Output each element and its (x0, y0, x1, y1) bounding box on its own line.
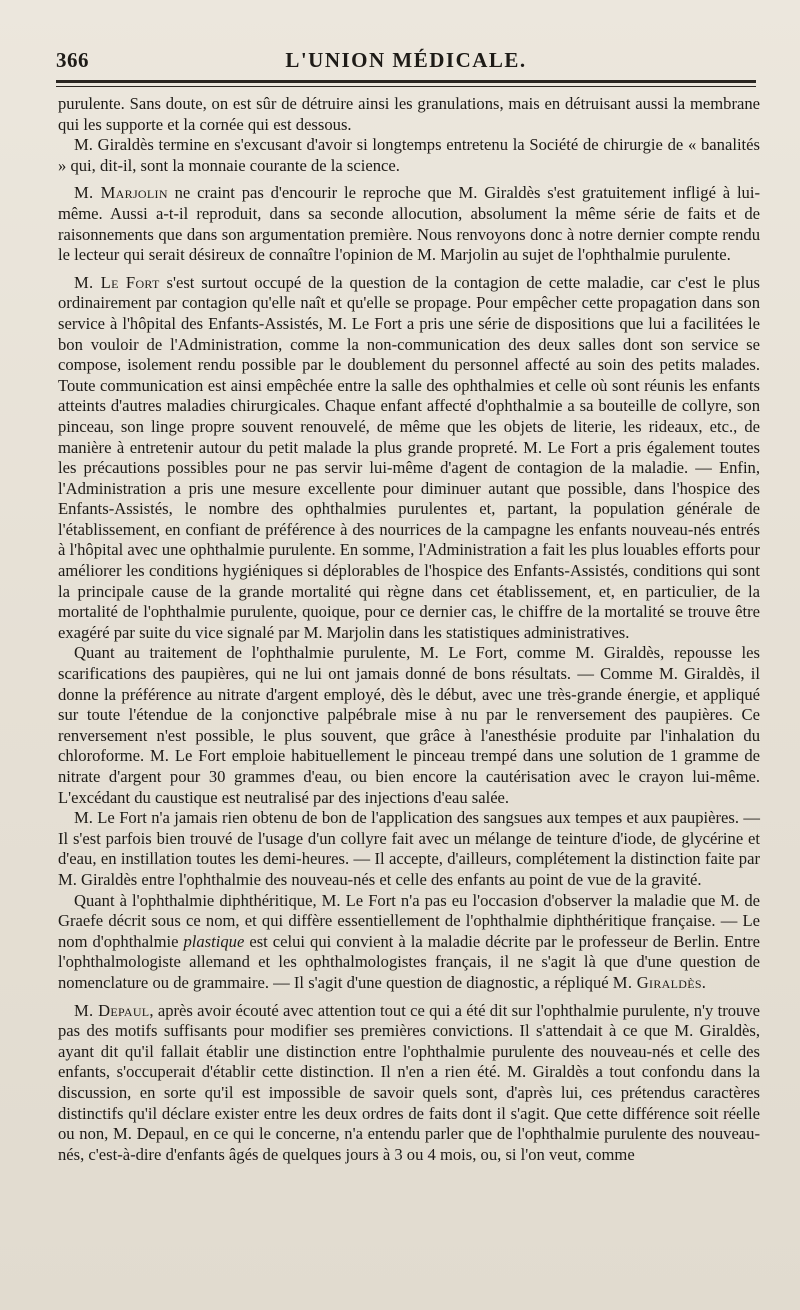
paragraph-text: , après avoir écouté avec attention tout ce qui a été dit sur l'ophthalmie purulente, n'y trouve pas des motifs suffisants pour modifier ses premières convictions. Il s'attendait à ce que M. Giraldès, ayant dit qu'il fallait établir une distinction entre l'ophthalmie purulente des nouveau-nés et celle des enfants, s'occuperait d'établir cette distinction. Il n'en a rien été. M. Giraldès a tout confondu dans la discussion, en sorte qu'il est impossible de savoir quels sont, d'après lui, ces prétendus caractères distinctifs qu'il déclare exister entre les deux ordres de faits dont il s'agit. Que cette différence soit réelle ou non, M. Depaul, en ce qui le concerne, n'a entendu parler que de l'ophthalmie purulente des nouveau-nés, c'est-à-dire d'enfants âgés de quelques jours à 3 ou 4 mois, ou, si l'on veut, comme (58, 1000, 760, 1164)
paragraph (58, 891, 760, 994)
paragraph-text: purulente. Sans doute, on est sûr de détruire ainsi les granulations, mais en détruisant aussi la membrane qui les supporte et la cornée qui est dessous. (58, 94, 760, 134)
paragraph-text: Quant à l'ophthalmie diphthéritique, M. Le Fort n'a pas eu l'occasion d'observer la maladie que M. de Graefe décrit sous ce nom, et qui diffère essentiellement de l'ophthalmie diphthéritique française. — Le nom d'ophthalmie (58, 890, 760, 951)
paragraph-text: Quant au traitement de l'ophthalmie purulente, M. Le Fort, comme M. Giraldès, repousse les scarifications des paupières, qui ne lui ont jamais donné de bons résultats. — Comme M. Giraldès, il donne la préférence au nitrate d'argent employé, dès le début, avec une très-grande énergie, et appliqué sur toute l'étendue de la conjonctive palpébrale mise à nu par le renversement des paupières. Ce renversement n'est possible, le plus souvent, que grâce à l'anesthésie produite par l'inhalation du chloroforme. M. Le Fort emploie habituellement le pinceau trempé dans une solution de 1 gramme de nitrate d'argent pour 30 grammes d'eau, ou bien encore la cautérisation avec le crayon lui-même. L'excédant du caustique est neutralisé par des injections d'eau salée. (58, 643, 760, 807)
paragraph-text: M. Le Fort n'a jamais rien obtenu de bon de l'application des sangsues aux tempes et aux paupières. — Il s'est parfois bien trouvé de l'usage d'un collyre fait avec un mélange de teinture d'iode, de glycérine et d'eau, en instillation toutes les demi-heures. — Il accepte, d'ailleurs, complétement la distinction faite par M. Giraldès entre l'ophthalmie des nouveau-nés et celle des enfants au point de vue de la gravité. (58, 808, 760, 889)
speaker-name: M. Le Fort (74, 272, 160, 292)
header-rule-thin (56, 86, 756, 87)
paragraph (58, 183, 760, 265)
header-rule-thick (56, 80, 756, 83)
article-body (58, 94, 760, 1165)
paragraph-text: s'est surtout occupé de la question de la contagion de cette maladie, car c'est le plus ordinairement par contagion qu'elle naît et qu'elle se propage. Pour empêcher cette propagation dans son service à l'hôpital des Enfants-Assistés, M. Le Fort a pris une série de dispositions que lui a facilitées le bon vouloir de l'Administration, comme la non-communication des deux salles dont son service se compose, isolement rendu possible par le doublement du personnel affecté au soin des petits malades. Toute communication est ainsi empêchée entre la salle des ophthalmies et celle où sont réunis les enfants atteints d'autres maladies chirurgicales. Chaque enfant affecté d'ophthalmie a sa bouteille de collyre, son pinceau, son linge propre souvent renouvelé, de même que les objets de literie, les rideaux, etc., de manière à entretenir autour du petit malade la plus grande propreté. M. Le Fort a pris également toutes les précautions possibles pour ne pas servir lui-même d'agent de contagion de la maladie. — Enfin, l'Administration a pris une mesure excellente pour diminuer autant que possible, dans l'hospice des Enfants-Assistés, le nombre des ophthalmies purulentes et, partant, la population générale de l'établissement, en confiant de préférence à des nourrices de la campagne les enfants nouveau-nés entrés à l'hôpital avec une ophthalmie purulente. En somme, l'Administration a fait les plus louables efforts pour améliorer les conditions hygiéniques si déplorables de l'hospice des Enfants-Assistés, conditions qui sont la principale cause de la grande mortalité qui règne dans cet établissement, et, en particulier, de la mortalité de l'ophthalmie purulente, quoique, pour ce dernier cas, le chiffre de la mortalité se trouve être exagéré par suite du vice signalé par M. Marjolin dans les statistiques administratives. (58, 272, 760, 642)
italic-term: plastique (183, 931, 245, 951)
paragraph (58, 135, 760, 176)
page-number: 366 (56, 48, 89, 72)
paragraph (58, 808, 760, 890)
paragraph-text: ne craint pas d'encourir le reproche que M. Giraldès s'est gratuitement infligé à lui-même. Aussi a-t-il reproduit, dans sa seconde allocution, absolument la même série de faits et de raisonnements que dans son argumentation première. Nous renvoyons donc à notre dernier compte rendu le lecteur qui serait désireux de connaître l'opinion de M. Marjolin au sujet de l'ophthalmie purulente. (58, 183, 760, 265)
paragraph-text: est celui qui convient à la maladie décrite par le professeur de Berlin. Entre l'ophthalmologiste allemand et les ophthalmologistes français, il ne s'agit là que d'une question de nomenclature ou de grammaire. — Il s'agit d'une question de diagnostic, a répliqué (58, 931, 760, 992)
speaker-name: M. Giraldès. (612, 972, 707, 992)
running-head: L'UNION MÉDICALE. (285, 48, 527, 72)
page-header (56, 48, 756, 76)
paragraph-text: M. Giraldès termine en s'excusant d'avoir si longtemps entretenu la Société de chirurgie de « banalités » qui, dit-il, sont la monnaie courante de la science. (58, 135, 760, 175)
speaker-name: M. Depaul (74, 1000, 150, 1020)
speaker-name: M. Marjolin (74, 183, 168, 203)
paragraph (58, 1001, 760, 1166)
paragraph (58, 273, 760, 644)
paragraph (58, 643, 760, 808)
paragraph (58, 94, 760, 135)
